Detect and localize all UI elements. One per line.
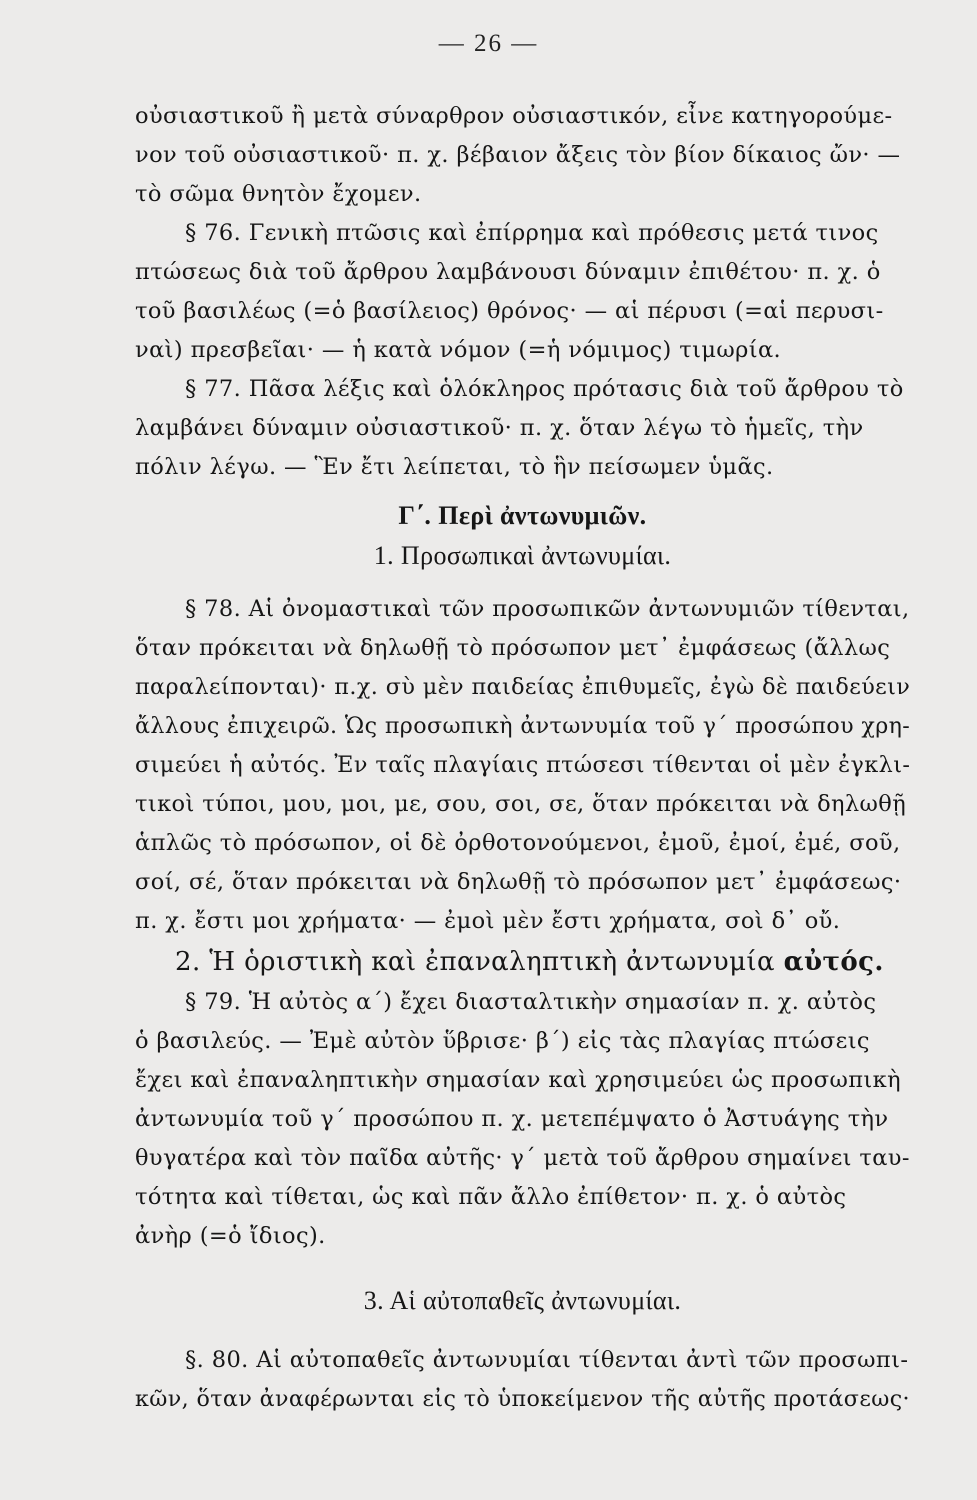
heading-bold-word: αὐτός. (783, 947, 884, 977)
section-80: §. 80. Αἱ αὐτοπαθεῖς ἀντωνυμίαι τίθενται ἀντὶ τῶν προσωπι- (185, 1347, 909, 1373)
subsection-heading-2 (175, 942, 884, 982)
text-line: λαμβάνει δύναμιν οὐσιαστικοῦ· π. χ. ὅταν λέγω τὸ ἡμεῖς, τὴν (135, 415, 864, 441)
text-line: ὁ βασιλεύς. — Ἐμὲ αὐτὸν ὕβρισε· β΄) εἰς τὰς πλαγίας πτώσεις (135, 1028, 870, 1054)
text-line: ναὶ) πρεσβεῖαι· — ἡ κατὰ νόμον (=ἡ νόμιμος) τιμωρία. (135, 337, 782, 363)
text-line: τότητα καὶ τίθεται, ὡς καὶ πᾶν ἄλλο ἐπίθετον· π. χ. ὁ αὐτὸς (135, 1184, 847, 1210)
section-79: § 79. Ἡ αὐτὸς α΄) ἔχει διασταλτικὴν σημασίαν π. χ. αὐτὸς (185, 989, 877, 1015)
text-line: π. χ. ἔστι μοι χρήματα· — ἐμοὶ μὲν ἔστι χρήματα, σοὶ δ᾽ οὔ. (135, 908, 841, 934)
text-line: πτώσεως διὰ τοῦ ἄρθρου λαμβάνουσι δύναμιν ἐπιθέτου· π. χ. ὁ (135, 259, 881, 285)
text-line: ἁπλῶς τὸ πρόσωπον, οἱ δὲ ὀρθοτονούμενοι, ἐμοῦ, ἐμοί, ἐμέ, σοῦ, (135, 830, 901, 856)
text-line: ὅταν πρόκειται νὰ δηλωθῇ τὸ πρόσωπον μετ᾽ ἐμφάσεως (ἄλλως (135, 635, 891, 661)
section-77: § 77. Πᾶσα λέξις καὶ ὁλόκληρος πρότασις διὰ τοῦ ἄρθρου τὸ (185, 376, 904, 402)
page-number: — 26 — (438, 30, 539, 57)
subsection-heading-1: 1. Προσωπικαὶ ἀντωνυμίαι. (373, 541, 672, 570)
text-line: τὸ σῶμα θνητὸν ἔχομεν. (135, 181, 422, 207)
text-line: ἀντωνυμία τοῦ γ΄ προσώπου π. χ. μετεπέμψατο ὁ Ἀστυάγης τὴν (135, 1106, 889, 1132)
text-line: θυγατέρα καὶ τὸν παῖδα αὐτῆς· γ΄ μετὰ τοῦ ἄρθρου σημαίνει ταυ- (135, 1145, 910, 1171)
text-line: πόλιν λέγω. — Ἓν ἔτι λείπεται, τὸ ἣν πείσωμεν ὑμᾶς. (135, 454, 774, 480)
text-line: κῶν, ὅταν ἀναφέρωνται εἰς τὸ ὑποκείμενον τῆς αὐτῆς προτάσεως· (135, 1386, 910, 1412)
chapter-heading: Γ΄. Περὶ ἀντωνυμιῶν. (398, 501, 647, 530)
text-line: ἀνὴρ (=ὁ ἴδιος). (135, 1223, 326, 1249)
section-76: § 76. Γενικὴ πτῶσις καὶ ἐπίρρημα καὶ πρόθεσις μετά τινος (185, 220, 879, 246)
text-line: σιμεύει ἡ αὐτός. Ἐν ταῖς πλαγίαις πτώσεσι τίθενται οἱ μὲν ἐγκλι- (135, 752, 911, 778)
text-line: τικοὶ τύποι, μου, μοι, με, σου, σοι, σε, ὅταν πρόκειται νὰ δηλωθῇ (135, 791, 907, 817)
section-78: § 78. Αἱ ὀνομαστικαὶ τῶν προσωπικῶν ἀντωνυμιῶν τίθενται, (185, 596, 910, 622)
text-line: οὐσιαστικοῦ ἢ μετὰ σύναρθρον οὐσιαστικόν, εἶνε κατηγορούμε- (135, 103, 893, 129)
text-line: ἄλλους ἐπιχειρῶ. Ὡς προσωπικὴ ἀντωνυμία τοῦ γ΄ προσώπου χρη- (135, 713, 911, 739)
text-line: τοῦ βασιλέως (=ὁ βασίλειος) θρόνος· — αἱ πέρυσι (=αἱ περυσι- (135, 298, 884, 324)
text-line: παραλείπονται)· π.χ. σὺ μὲν παιδείας ἐπιθυμεῖς, ἐγὼ δὲ παιδεύειν (135, 674, 911, 700)
text-line: σοί, σέ, ὅταν πρόκειται νὰ δηλωθῇ τὸ πρόσωπον μετ᾽ ἐμφάσεως· (135, 869, 902, 895)
text-line: νον τοῦ οὐσιαστικοῦ· π. χ. βέβαιον ἄξεις τὸν βίον δίκαιος ὤν· — (135, 142, 901, 168)
heading-text: 2. Ἡ ὁριστικὴ καὶ ἐπαναληπτικὴ ἀντωνυμία (175, 947, 784, 977)
subsection-heading-3: 3. Αἱ αὐτοπαθεῖς ἀντωνυμίαι. (363, 1286, 682, 1315)
text-line: ἔχει καὶ ἐπαναληπτικὴν σημασίαν καὶ χρησιμεύει ὡς προσωπικὴ (135, 1067, 901, 1093)
